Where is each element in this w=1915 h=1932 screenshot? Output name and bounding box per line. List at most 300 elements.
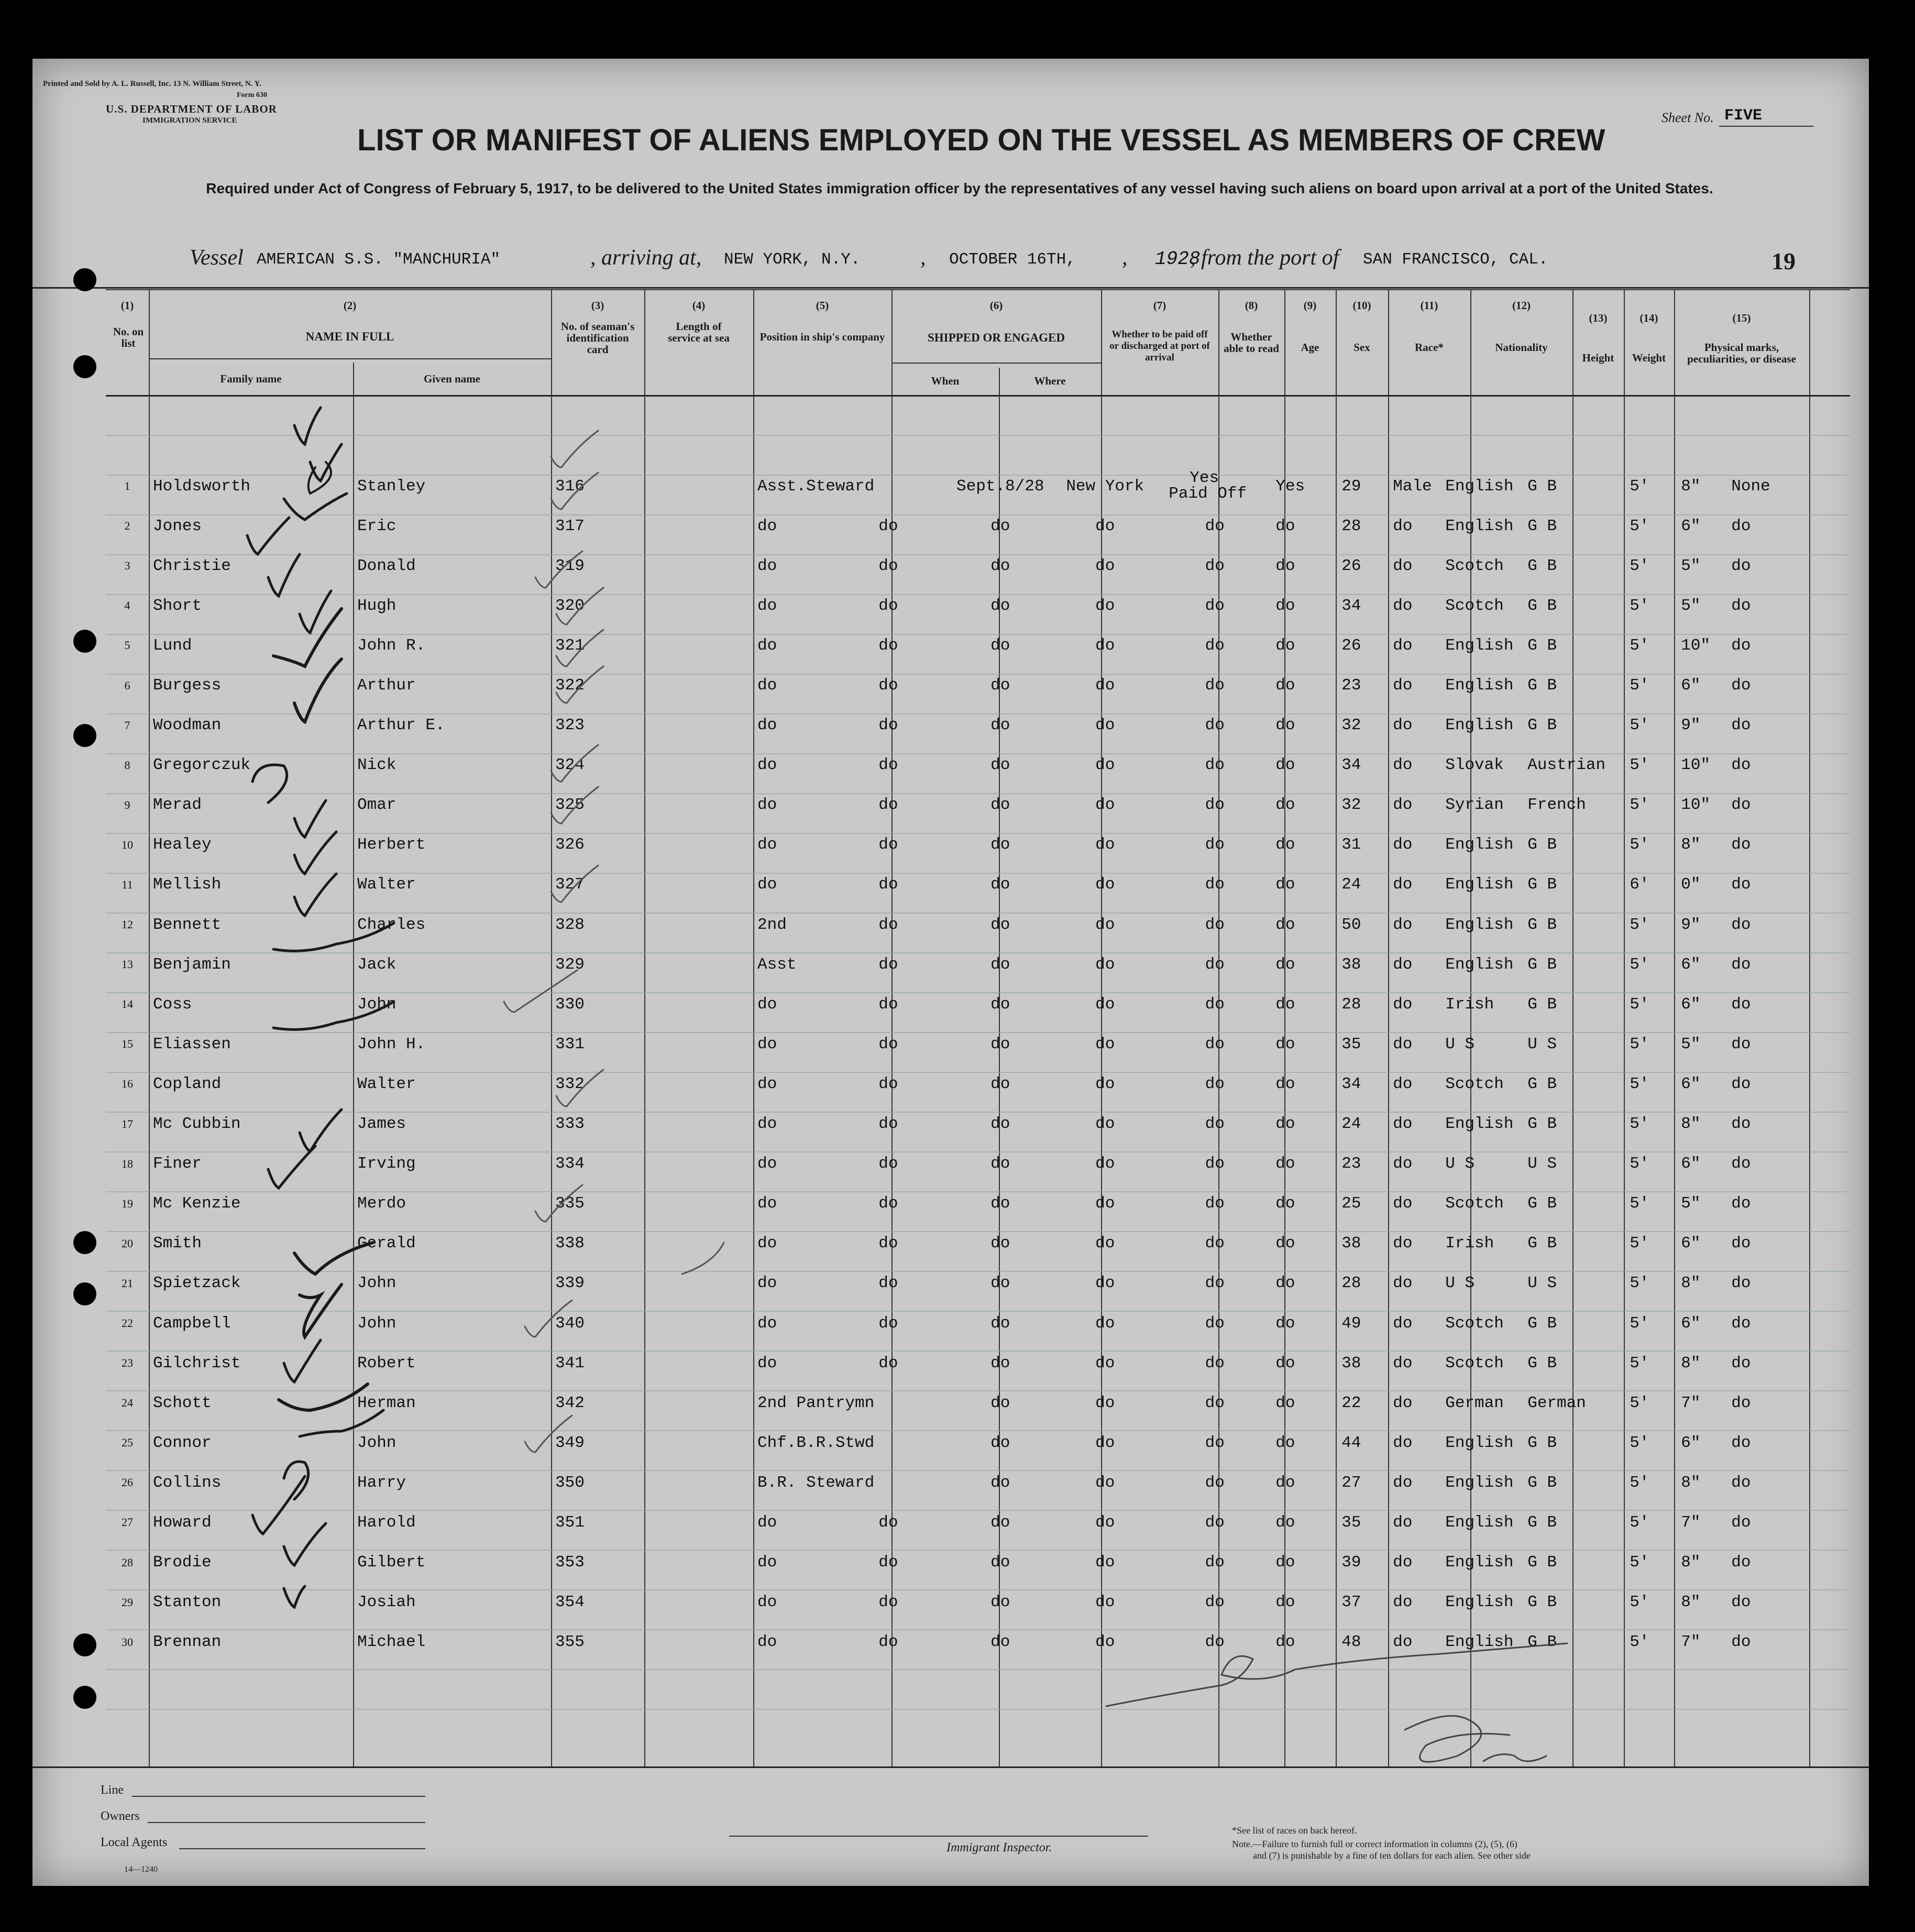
- cell-position: do: [757, 1115, 777, 1134]
- cell-sex: do: [1393, 1354, 1413, 1373]
- cell-shipped-when: do: [990, 1633, 1010, 1652]
- cell-weight: 9": [1681, 915, 1701, 934]
- cell-physical-marks: do: [1731, 995, 1751, 1014]
- cell-nationality: G B: [1527, 477, 1557, 496]
- cell-paid-off: do: [1205, 1393, 1225, 1412]
- where-header: Where: [1034, 375, 1066, 387]
- cell-shipped-where: do: [1095, 915, 1115, 934]
- cell-sex: do: [1393, 676, 1413, 695]
- cell-able-to-read: do: [1275, 875, 1295, 894]
- comma-separator-2: ,: [1122, 246, 1128, 270]
- cell-row-number: 27: [122, 1516, 133, 1529]
- cell-physical-marks: do: [1731, 1035, 1751, 1053]
- col4-header: Length of service at sea: [668, 320, 730, 344]
- cell-paid-off: do: [1205, 1035, 1225, 1053]
- cell-nationality: G B: [1527, 1473, 1557, 1492]
- cell-shipped-when: do: [990, 756, 1010, 775]
- cell-id-card-number: 322: [555, 676, 585, 695]
- cell-row-number: 18: [122, 1157, 133, 1170]
- col2-number: (2): [343, 299, 357, 312]
- cell-shipped-when: do: [990, 716, 1010, 735]
- form-number: Form 630: [237, 91, 267, 99]
- cell-id-card-number: 351: [555, 1513, 585, 1532]
- cell-position-detail: do: [878, 556, 898, 575]
- cell-able-to-read: do: [1275, 676, 1295, 695]
- cell-position-detail: do: [878, 636, 898, 655]
- cell-physical-marks: do: [1731, 756, 1751, 775]
- cell-family-name: Campbell: [153, 1314, 231, 1333]
- cell-shipped-where: do: [1095, 1354, 1115, 1373]
- cell-position-detail: do: [878, 517, 898, 535]
- cell-physical-marks: do: [1731, 556, 1751, 575]
- cell-shipped-where: do: [1095, 1513, 1115, 1532]
- cell-nationality: G B: [1527, 676, 1557, 695]
- cell-shipped-where: do: [1095, 1553, 1115, 1572]
- col8-header: Whether able to read: [1224, 331, 1279, 355]
- cell-physical-marks: do: [1731, 1314, 1751, 1333]
- cell-race: English: [1445, 517, 1514, 535]
- punch-hole: [73, 1282, 96, 1305]
- cell-position: do: [757, 1274, 777, 1293]
- cell-id-card-number: 331: [555, 1035, 585, 1053]
- cell-race: Scotch: [1445, 1074, 1504, 1093]
- sheet-number-value: FIVE: [1724, 107, 1763, 125]
- cell-position: do: [757, 1513, 777, 1532]
- cell-age: 26: [1341, 636, 1361, 655]
- cell-position: do: [757, 1194, 777, 1213]
- cell-family-name: Schott: [153, 1393, 212, 1412]
- cell-physical-marks: do: [1731, 1593, 1751, 1612]
- cell-age: 24: [1341, 1115, 1361, 1134]
- cell-shipped-where: do: [1095, 1393, 1115, 1412]
- cell-height: 5': [1630, 1593, 1649, 1612]
- cell-height: 5': [1630, 1553, 1649, 1572]
- cell-position: do: [757, 875, 777, 894]
- cell-position: do: [757, 1633, 777, 1652]
- cell-physical-marks: do: [1731, 1513, 1751, 1532]
- vessel-line-suffix: 19: [1771, 248, 1796, 275]
- cell-position-detail: do: [878, 1194, 898, 1213]
- cell-shipped-when: do: [990, 1553, 1010, 1572]
- cell-position-detail: do: [878, 756, 898, 775]
- cell-given-name: Gilbert: [357, 1553, 426, 1572]
- cell-position: do: [757, 1035, 777, 1053]
- cell-race: Slovak: [1445, 756, 1504, 775]
- cell-shipped-when: do: [990, 796, 1010, 815]
- cell-position-detail: do: [878, 995, 898, 1014]
- cell-given-name: Arthur E.: [357, 716, 445, 735]
- cell-height: 5': [1630, 1314, 1649, 1333]
- col5-number: (5): [816, 299, 829, 312]
- cell-weight: 0": [1681, 875, 1701, 894]
- cell-weight: 6": [1681, 517, 1701, 535]
- cell-row-number: 29: [122, 1595, 133, 1609]
- cell-sex: do: [1393, 1553, 1413, 1572]
- col3-number: (3): [591, 299, 604, 312]
- cell-sex: do: [1393, 955, 1413, 974]
- cell-given-name: Donald: [357, 556, 416, 575]
- col11-header: Race*: [1415, 341, 1444, 354]
- col12-header: Nationality: [1495, 341, 1548, 354]
- cell-position: Chf.B.R.Stwd: [757, 1433, 875, 1452]
- cell-given-name: Michael: [357, 1633, 426, 1652]
- punch-hole: [73, 1633, 96, 1656]
- handwritten-checkmarks: [32, 59, 1869, 1886]
- cell-able-to-read: do: [1275, 1393, 1295, 1412]
- cell-able-to-read: do: [1275, 1633, 1295, 1652]
- cell-able-to-read: do: [1275, 1155, 1295, 1173]
- cell-family-name: Short: [153, 596, 202, 615]
- cell-given-name: John: [357, 1433, 397, 1452]
- cell-age: 35: [1341, 1513, 1361, 1532]
- cell-height: 5': [1630, 556, 1649, 575]
- col14-header: Weight: [1632, 352, 1666, 364]
- cell-position-detail: do: [878, 1354, 898, 1373]
- cell-given-name: John: [357, 1274, 397, 1293]
- cell-shipped-when: do: [990, 596, 1010, 615]
- cell-paid-off: do: [1205, 1473, 1225, 1492]
- cell-sex: do: [1393, 1633, 1413, 1652]
- cell-age: 34: [1341, 1074, 1361, 1093]
- cell-able-to-read: do: [1275, 796, 1295, 815]
- cell-height: 5': [1630, 1513, 1649, 1532]
- cell-weight: 6": [1681, 1155, 1701, 1173]
- cell-family-name: Jones: [153, 517, 202, 535]
- cell-race: U S: [1445, 1035, 1475, 1053]
- cell-shipped-where: do: [1095, 1194, 1115, 1213]
- cell-height: 5': [1630, 955, 1649, 974]
- cell-age: 23: [1341, 1155, 1361, 1173]
- cell-id-card-number: 339: [555, 1274, 585, 1293]
- cell-race: Syrian: [1445, 796, 1504, 815]
- col4-number: (4): [692, 299, 706, 312]
- cell-shipped-where: do: [1095, 1074, 1115, 1093]
- cell-weight: 8": [1681, 1553, 1701, 1572]
- cell-shipped-where: do: [1095, 1274, 1115, 1293]
- cell-id-card-number: 334: [555, 1155, 585, 1173]
- cell-shipped-when: do: [990, 517, 1010, 535]
- cell-sex: do: [1393, 1593, 1413, 1612]
- service-name: IMMIGRATION SERVICE: [142, 116, 237, 125]
- cell-family-name: Lund: [153, 636, 192, 655]
- cell-sex: do: [1393, 836, 1413, 854]
- cell-age: 24: [1341, 875, 1361, 894]
- cell-able-to-read: do: [1275, 1194, 1295, 1213]
- cell-row-number: 9: [124, 798, 130, 811]
- cell-nationality: G B: [1527, 915, 1557, 934]
- col5-header: Position in ship's company: [760, 331, 885, 343]
- cell-able-to-read: do: [1275, 517, 1295, 535]
- cell-age: 28: [1341, 517, 1361, 535]
- cell-family-name: Brodie: [153, 1553, 212, 1572]
- cell-shipped-when: do: [990, 955, 1010, 974]
- cell-sex: do: [1393, 1274, 1413, 1293]
- cell-position: do: [757, 1593, 777, 1612]
- cell-race: Scotch: [1445, 1354, 1504, 1373]
- cell-height: 5': [1630, 716, 1649, 735]
- given-name-header: Given name: [424, 372, 480, 385]
- cell-weight: 6": [1681, 1433, 1701, 1452]
- paid-off-yes: Yes: [1190, 469, 1219, 488]
- cell-row-number: 16: [122, 1077, 133, 1091]
- col15-number: (15): [1732, 312, 1751, 324]
- cell-shipped-when: do: [990, 1473, 1010, 1492]
- cell-row-number: 25: [122, 1436, 133, 1450]
- cell-height: 5': [1630, 1433, 1649, 1452]
- cell-shipped-where: do: [1095, 995, 1115, 1014]
- cell-family-name: Stanton: [153, 1593, 222, 1612]
- cell-id-card-number: 341: [555, 1354, 585, 1373]
- punch-hole: [73, 630, 96, 653]
- cell-able-to-read: do: [1275, 995, 1295, 1014]
- cell-age: 32: [1341, 796, 1361, 815]
- cell-id-card-number: 317: [555, 517, 585, 535]
- cell-race: Irish: [1445, 1234, 1494, 1253]
- punch-hole: [73, 355, 96, 378]
- cell-height: 5': [1630, 1633, 1649, 1652]
- col7-number: (7): [1153, 299, 1166, 312]
- cell-sex: do: [1393, 1433, 1413, 1452]
- cell-weight: 8": [1681, 1115, 1701, 1134]
- cell-shipped-when: do: [990, 1074, 1010, 1093]
- cell-height: 5': [1630, 915, 1649, 934]
- cell-race: English: [1445, 1115, 1514, 1134]
- cell-id-card-number: 327: [555, 875, 585, 894]
- cell-id-card-number: 355: [555, 1633, 585, 1652]
- cell-shipped-where: do: [1095, 556, 1115, 575]
- cell-able-to-read: do: [1275, 1234, 1295, 1253]
- cell-shipped-when: do: [990, 1194, 1010, 1213]
- cell-sex: do: [1393, 556, 1413, 575]
- cell-paid-off: do: [1205, 955, 1225, 974]
- cell-position-detail: do: [878, 875, 898, 894]
- cell-shipped-where: do: [1095, 875, 1115, 894]
- when-header: When: [931, 375, 960, 387]
- cell-height: 5': [1630, 596, 1649, 615]
- cell-age: 23: [1341, 676, 1361, 695]
- cell-nationality: French: [1527, 796, 1586, 815]
- cell-sex: do: [1393, 596, 1413, 615]
- cell-paid-off: do: [1205, 1155, 1225, 1173]
- cell-sex: do: [1393, 636, 1413, 655]
- cell-weight: 8": [1681, 1354, 1701, 1373]
- cell-position: do: [757, 676, 777, 695]
- cell-sex: do: [1393, 1035, 1413, 1053]
- cell-race: English: [1445, 875, 1514, 894]
- cell-position-detail: do: [878, 1074, 898, 1093]
- cell-position: do: [757, 716, 777, 735]
- cell-given-name: James: [357, 1115, 406, 1134]
- cell-race: English: [1445, 836, 1514, 854]
- cell-id-card-number: 335: [555, 1194, 585, 1213]
- cell-nationality: G B: [1527, 875, 1557, 894]
- cell-id-card-number: 323: [555, 716, 585, 735]
- cell-race: English: [1445, 915, 1514, 934]
- cell-row-number: 3: [124, 559, 130, 573]
- cell-row-number: 2: [124, 519, 130, 533]
- cell-race: U S: [1445, 1274, 1475, 1293]
- cell-row-number: 13: [122, 958, 133, 971]
- cell-given-name: Omar: [357, 796, 397, 815]
- cell-family-name: Howard: [153, 1513, 212, 1532]
- department-name: U.S. DEPARTMENT OF LABOR: [106, 103, 277, 115]
- cell-sex: do: [1393, 1234, 1413, 1253]
- cell-position: do: [757, 1354, 777, 1373]
- cell-able-to-read: do: [1275, 1473, 1295, 1492]
- cell-given-name: Jack: [357, 955, 397, 974]
- cell-nationality: U S: [1527, 1274, 1557, 1293]
- cell-row-number: 11: [122, 877, 133, 891]
- cell-physical-marks: None: [1731, 477, 1770, 496]
- cell-height: 5': [1630, 796, 1649, 815]
- cell-shipped-when: do: [990, 1393, 1010, 1412]
- cell-shipped-when: do: [990, 556, 1010, 575]
- cell-shipped-where: do: [1095, 1633, 1115, 1652]
- cell-shipped-where: do: [1095, 1433, 1115, 1452]
- cell-nationality: G B: [1527, 1194, 1557, 1213]
- cell-sex: do: [1393, 1155, 1413, 1173]
- cell-position: 2nd: [757, 915, 787, 934]
- cell-age: 38: [1341, 1234, 1361, 1253]
- cell-physical-marks: do: [1731, 1234, 1751, 1253]
- cell-id-card-number: 349: [555, 1433, 585, 1452]
- col13-number: (13): [1589, 312, 1608, 324]
- cell-age: 44: [1341, 1433, 1361, 1452]
- cell-weight: 8": [1681, 836, 1701, 854]
- cell-position-detail: do: [878, 1155, 898, 1173]
- cell-nationality: U S: [1527, 1155, 1557, 1173]
- col11-number: (11): [1420, 299, 1438, 312]
- cell-shipped-when: do: [990, 1354, 1010, 1373]
- cell-family-name: Spietzack: [153, 1274, 241, 1293]
- cell-id-card-number: 316: [555, 477, 585, 496]
- col10-number: (10): [1352, 299, 1371, 312]
- cell-weight: 10": [1681, 636, 1711, 655]
- cell-given-name: Nick: [357, 756, 397, 775]
- cell-able-to-read: do: [1275, 955, 1295, 974]
- document-title: LIST OR MANIFEST OF ALIENS EMPLOYED ON THE VESSEL AS MEMBERS OF CREW: [357, 123, 1605, 157]
- cell-physical-marks: do: [1731, 1553, 1751, 1572]
- col2-header: NAME IN FULL: [305, 330, 394, 343]
- cell-position-detail: do: [878, 1593, 898, 1612]
- col14-number: (14): [1639, 312, 1658, 324]
- cell-height: 5': [1630, 477, 1649, 496]
- cell-row-number: 7: [124, 718, 130, 732]
- cell-id-card-number: 319: [555, 556, 585, 575]
- cell-nationality: German: [1527, 1393, 1586, 1412]
- cell-position-detail: do: [878, 1553, 898, 1572]
- document-subtitle: Required under Act of Congress of February 5, 1917, to be delivered to the United States immigration officer by the representatives of any vessel having such aliens on board upon arrival at a port of the United States.: [206, 180, 1713, 196]
- cell-physical-marks: do: [1731, 676, 1751, 695]
- cell-given-name: Merdo: [357, 1194, 406, 1213]
- cell-given-name: John: [357, 995, 397, 1014]
- cell-age: 50: [1341, 915, 1361, 934]
- cell-family-name: Burgess: [153, 676, 222, 695]
- cell-race: Scotch: [1445, 556, 1504, 575]
- cell-age: 49: [1341, 1314, 1361, 1333]
- cell-shipped-when: do: [990, 995, 1010, 1014]
- cell-id-card-number: 338: [555, 1234, 585, 1253]
- cell-given-name: Eric: [357, 517, 397, 535]
- cell-nationality: G B: [1527, 1593, 1557, 1612]
- cell-position-detail: do: [878, 836, 898, 854]
- cell-given-name: Arthur: [357, 676, 416, 695]
- cell-able-to-read: do: [1275, 1513, 1295, 1532]
- cell-row-number: 6: [124, 678, 130, 692]
- cell-shipped-when: do: [990, 1274, 1010, 1293]
- cell-height: 5': [1630, 517, 1649, 535]
- cell-physical-marks: do: [1731, 716, 1751, 735]
- cell-nationality: G B: [1527, 596, 1557, 615]
- cell-position-detail: do: [878, 1633, 898, 1652]
- cell-given-name: John R.: [357, 636, 426, 655]
- cell-weight: 6": [1681, 955, 1701, 974]
- cell-row-number: 23: [122, 1356, 133, 1370]
- cell-paid-off: do: [1205, 636, 1225, 655]
- cell-paid-off: do: [1205, 1074, 1225, 1093]
- cell-age: 34: [1341, 596, 1361, 615]
- cell-able-to-read: do: [1275, 556, 1295, 575]
- cell-weight: 8": [1681, 1473, 1701, 1492]
- cell-nationality: U S: [1527, 1035, 1557, 1053]
- cell-shipped-where: do: [1095, 1593, 1115, 1612]
- cell-position: do: [757, 596, 777, 615]
- footer-note-line-2: and (7) is punishable by a fine of ten dollars for each alien. See other side: [1253, 1850, 1531, 1861]
- cell-family-name: Christie: [153, 556, 231, 575]
- vessel-label: Vessel: [190, 246, 244, 270]
- cell-age: 32: [1341, 716, 1361, 735]
- cell-sex: do: [1393, 1473, 1413, 1492]
- cell-paid-off: do: [1205, 1314, 1225, 1333]
- cell-physical-marks: do: [1731, 875, 1751, 894]
- cell-family-name: Brennan: [153, 1633, 222, 1652]
- punch-hole: [73, 1686, 96, 1709]
- cell-id-card-number: 321: [555, 636, 585, 655]
- cell-weight: 6": [1681, 676, 1701, 695]
- cell-family-name: Merad: [153, 796, 202, 815]
- cell-age: 28: [1341, 995, 1361, 1014]
- cell-paid-off: do: [1205, 1194, 1225, 1213]
- cell-position-detail: do: [878, 1274, 898, 1293]
- cell-physical-marks: do: [1731, 1155, 1751, 1173]
- cell-weight: 9": [1681, 716, 1701, 735]
- col1-number: (1): [120, 299, 134, 312]
- cell-race: Scotch: [1445, 1194, 1504, 1213]
- cell-physical-marks: do: [1731, 1074, 1751, 1093]
- cell-position-detail: do: [878, 915, 898, 934]
- cell-height: 5': [1630, 1354, 1649, 1373]
- cell-able-to-read: Yes: [1275, 477, 1305, 496]
- cell-row-number: 30: [122, 1635, 133, 1649]
- cell-row-number: 1: [124, 479, 130, 493]
- cell-shipped-where: do: [1095, 1155, 1115, 1173]
- cell-weight: 10": [1681, 796, 1711, 815]
- cell-race: English: [1445, 636, 1514, 655]
- cell-paid-off: do: [1205, 1633, 1225, 1652]
- cell-race: Irish: [1445, 995, 1494, 1014]
- cell-id-card-number: 328: [555, 915, 585, 934]
- cell-nationality: G B: [1527, 1433, 1557, 1452]
- cell-position: 2nd Pantrymn: [757, 1393, 875, 1412]
- cell-position: do: [757, 796, 777, 815]
- cell-height: 5': [1630, 756, 1649, 775]
- cell-given-name: Harry: [357, 1473, 406, 1492]
- cell-physical-marks: do: [1731, 517, 1751, 535]
- cell-position-detail: do: [878, 1234, 898, 1253]
- col13-header: Height: [1582, 352, 1614, 364]
- cell-age: 48: [1341, 1633, 1361, 1652]
- cell-row-number: 26: [122, 1476, 133, 1489]
